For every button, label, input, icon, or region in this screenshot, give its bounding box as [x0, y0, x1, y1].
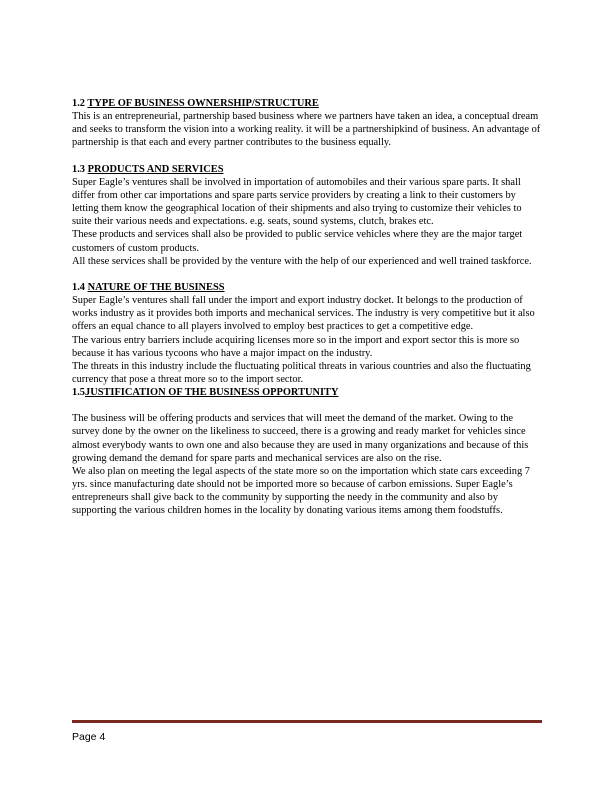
section-number: 1.5: [72, 387, 85, 399]
paragraph: Super Eagle’s ventures shall fall under the import and export industry docket. It belongs to the production of works industry as it provides both imports and mechanical services. The industry is very competitive but it also offers an equal chance to all players involved to employ best practices to get a competitive edge.: [72, 295, 535, 333]
section-number: 1.4: [72, 281, 88, 293]
paragraph: All these services shall be provided by the venture with the help of our experienced and well trained taskforce.: [72, 255, 532, 267]
paragraph: These products and services shall also be provided to public service vehicles where they are the major target customers of custom products.: [72, 229, 523, 254]
section-title: TYPE OF BUSINESS OWNERSHIP/STRUCTURE: [87, 98, 319, 109]
section-heading: [72, 386, 542, 399]
paragraph: The various entry barriers include acquiring licenses more so in the import and export sector this is more so because it has various tycoons who have a major impact on the industry.: [72, 334, 520, 359]
blank-line: [72, 399, 542, 412]
section-number: 1.2: [72, 98, 88, 109]
page-number: Page 4: [72, 731, 106, 743]
section-title: JUSTIFICATION OF THE BUSINESS OPPORTUNITY: [85, 387, 339, 399]
section-nature-of-business: [72, 281, 542, 386]
paragraph: The threats in this industry include the fluctuating political threats in various countries and also the fluctuating currency that pose a threat more so to the import sector.: [72, 360, 531, 385]
section-number: 1.3: [72, 163, 88, 175]
section-heading: [72, 97, 542, 110]
page-content: [72, 97, 542, 531]
paragraph: Super Eagle’s ventures shall be involved in importation of automobiles and their various spare parts. It shall differ from other car importations and spare parts service providers by creating a link to their customers by letting them know the geographical location of their shipments and also trying to customize their vehicles to suite their various needs and expectations. e.g. seats, sound systems, clutch, brakes etc.: [72, 176, 522, 228]
section-title: NATURE OF THE BUSINESS: [87, 281, 225, 293]
section-products-services: [72, 163, 542, 268]
footer-divider: [72, 720, 542, 723]
paragraph: The business will be offering products and services that will meet the demand of the market. Owing to the survey done by the owner on the likeliness to succeed, there is a growing and ready market for vehicles since almost everybody wants to own one and also because they are used in many organizations and because of this growing demand the demand for spare parts and mechanical services are also on the rise.: [72, 413, 529, 464]
paragraph: We also plan on meeting the legal aspects of the state more so on the importation which state cars exceeding 7 yrs. since manufacturing date should not be imported more so because of carbon emissions. Super Eagle’s entrepreneurs shall give back to the community by supporting the needy in the community and also by supporting the various children homes in the locality by donating various items among them foodstuffs.: [72, 465, 530, 517]
section-justification: [72, 386, 542, 517]
section-ownership-structure: [72, 97, 542, 150]
paragraph: This is an entrepreneurial, partnership based business where we partners have taken an idea, a conceptual dream and seeks to transform the vision into a working reality. it will be a partnershipkind of business. An advantage of partnership is that each and every partner contributes to the business equally.: [72, 111, 541, 149]
section-heading: [72, 163, 542, 176]
section-heading: [72, 281, 542, 294]
section-title: PRODUCTS AND SERVICES: [87, 163, 224, 175]
